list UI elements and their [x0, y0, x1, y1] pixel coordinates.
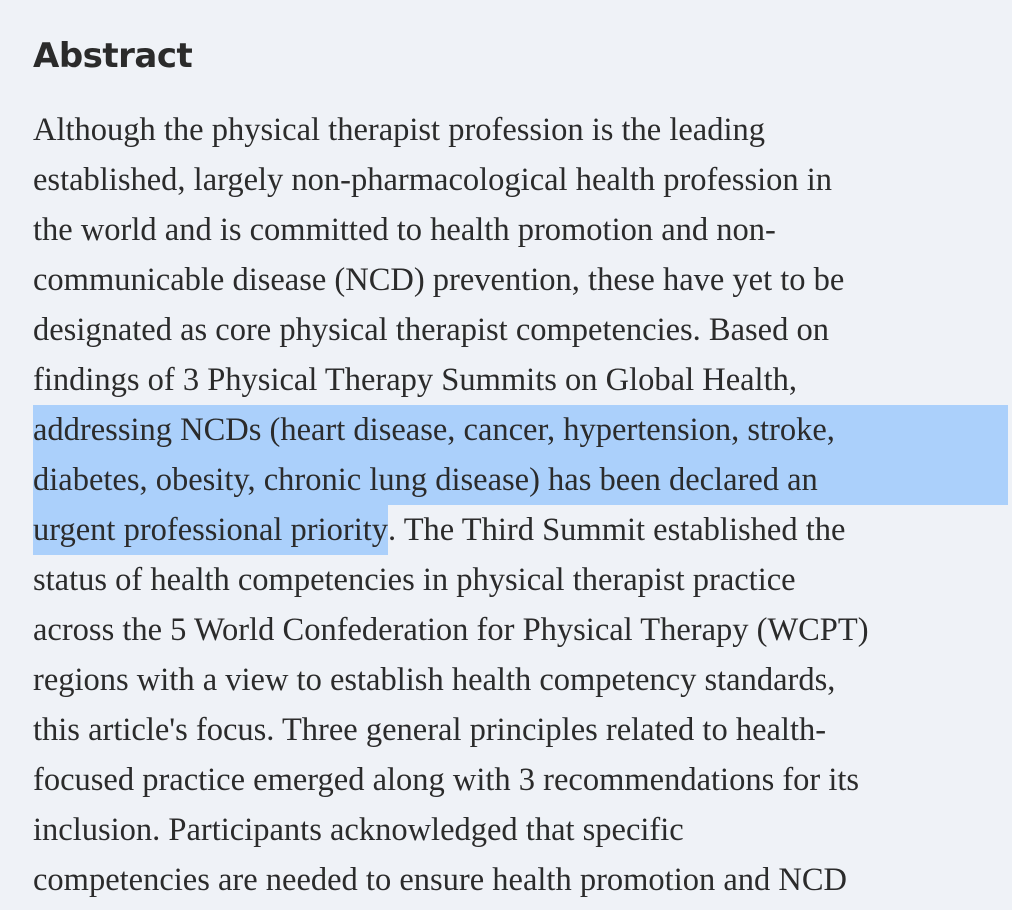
abstract-line-4[interactable]: communicable disease (NCD) prevention, these have yet to be — [33, 262, 845, 298]
abstract-heading: Abstract — [33, 36, 193, 76]
abstract-line-16[interactable]: competencies are needed to ensure health promotion and NCD — [33, 862, 848, 898]
abstract-line-12[interactable]: regions with a view to establish health competency standards, — [33, 662, 836, 698]
abstract-line-14[interactable]: focused practice emerged along with 3 recommendations for its — [33, 762, 860, 798]
selected-line-2[interactable]: diabetes, obesity, chronic lung disease) has been declared an — [33, 455, 1008, 505]
abstract-line-9[interactable] — [33, 505, 1008, 555]
abstract-line-2[interactable]: established, largely non-pharmacological health profession in — [33, 162, 833, 198]
selected-text-end[interactable]: urgent professional priority — [33, 505, 388, 555]
abstract-line-9-rest[interactable]: . The Third Summit established the — [388, 512, 846, 548]
abstract-line-1[interactable]: Although the physical therapist profession is the leading — [33, 112, 766, 148]
abstract-line-13[interactable]: this article's focus. Three general principles related to health- — [33, 712, 827, 748]
abstract-line-5[interactable]: designated as core physical therapist competencies. Based on — [33, 312, 829, 348]
abstract-line-3[interactable]: the world and is committed to health promotion and non- — [33, 212, 776, 248]
abstract-line-11[interactable]: across the 5 World Confederation for Physical Therapy (WCPT) — [33, 612, 869, 648]
abstract-line-10[interactable]: status of health competencies in physical therapist practice — [33, 562, 796, 598]
selected-line-1[interactable]: addressing NCDs (heart disease, cancer, hypertension, stroke, — [33, 405, 1008, 455]
abstract-body[interactable] — [33, 105, 1008, 905]
abstract-line-15[interactable]: inclusion. Participants acknowledged that specific — [33, 812, 684, 848]
abstract-line-6[interactable]: findings of 3 Physical Therapy Summits on Global Health, — [33, 362, 797, 398]
